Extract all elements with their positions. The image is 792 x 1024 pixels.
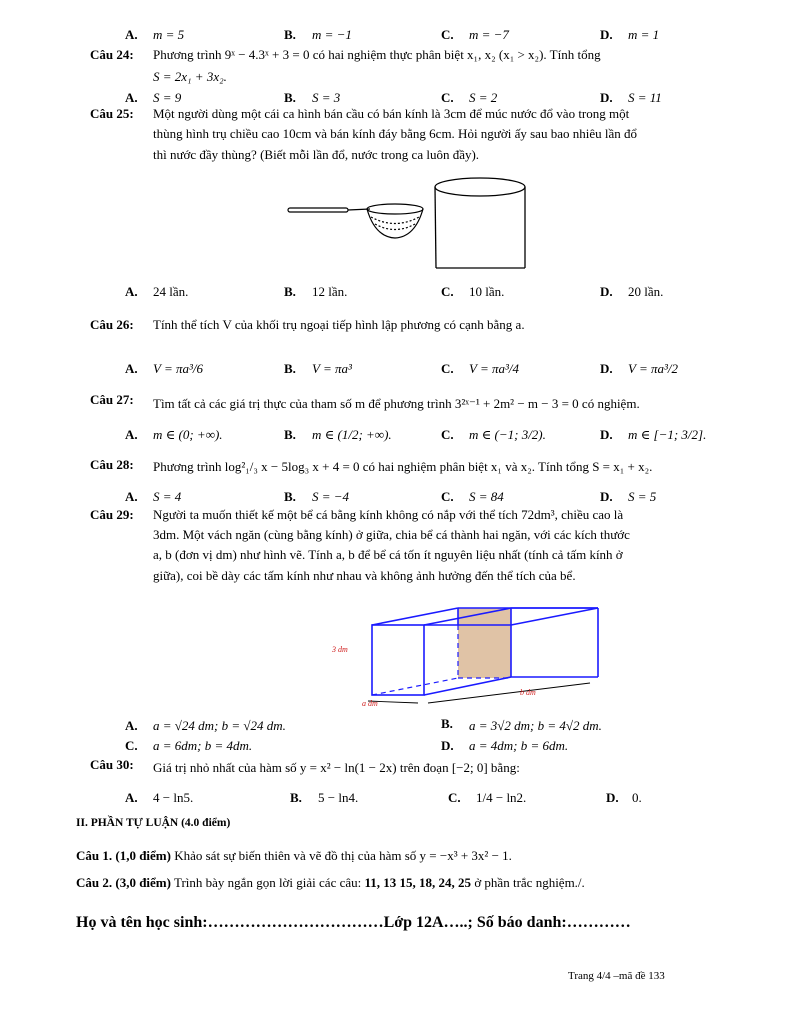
essay-question-2 <box>76 875 585 891</box>
q30-text: Giá trị nhỏ nhất của hàm số y = x² − ln(1 − 2x) trên đoạn [−2; 0] bằng: <box>153 760 520 775</box>
q28-opt-d-letter: D. <box>600 489 613 504</box>
q24-opt-d: S = 11 <box>628 90 662 105</box>
c2-text: Trình bày ngắn gọn lời giải các câu: <box>173 875 362 890</box>
q25-opt-d: 20 lần. <box>628 284 664 299</box>
q23-opt-a: m = 5 <box>153 27 185 42</box>
q25-opt-c-letter: C. <box>441 284 454 299</box>
q26-opt-b-letter: B. <box>284 361 296 376</box>
q23-opt-c-letter: C. <box>441 27 454 42</box>
q29-line1: Người ta muốn thiết kế một bể cá bằng kính không có nắp với thể tích 72dm³, chiều cao là <box>153 507 624 522</box>
page-number: Trang 4/4 –mã đề 133 <box>568 970 665 982</box>
q23-opt-d-letter: D. <box>600 27 613 42</box>
q27-opt-d-letter: D. <box>600 427 613 442</box>
q30-opt-a: 4 − ln5. <box>153 790 194 805</box>
fish-tank-figure <box>320 595 610 715</box>
q27-opt-a: m ∈ (0; +∞). <box>153 427 223 442</box>
q28-opt-b: S = −4 <box>312 489 350 504</box>
q25-opt-c: 10 lần. <box>469 284 505 299</box>
q25-line3: thì nước đầy thùng? (Biết mỗi lần đổ, nước trong ca luôn đầy). <box>153 147 480 162</box>
q26-opt-a: V = πa³/6 <box>153 361 204 376</box>
q24-opt-c-letter: C. <box>441 90 454 105</box>
part2-title: II. PHẦN TỰ LUẬN (4.0 điểm) <box>76 817 231 829</box>
q29-opt-d: a = 4dm; b = 6dm. <box>469 738 569 753</box>
ladle-icon <box>288 204 423 238</box>
q24-text2: S = 2x₁ + 3x₂. <box>153 69 227 84</box>
q25-opt-b: 12 lần. <box>312 284 348 299</box>
q30-opt-b: 5 − ln4. <box>318 790 359 805</box>
q29-line3: a, b (đơn vị dm) như hình vẽ. Tính a, b để bể cá tốn ít nguyên liệu nhất (tính cả tấm kính ở <box>153 547 623 562</box>
q27-label: Câu 27: <box>90 392 134 407</box>
height-label: 3 dm <box>332 645 348 654</box>
q23-opt-c: m = −7 <box>469 27 509 42</box>
c2-label: Câu 2. (3,0 điểm) <box>76 875 171 890</box>
q29-opt-a-letter: A. <box>125 718 138 733</box>
q24-opt-a-letter: A. <box>125 90 138 105</box>
q24-opt-a: S = 9 <box>153 90 182 105</box>
q27-opt-d: m ∈ [−1; 3/2]. <box>628 427 707 442</box>
q26-opt-c: V = πa³/4 <box>469 361 520 376</box>
q28-opt-c: S = 84 <box>469 489 504 504</box>
q23-opt-b-letter: B. <box>284 27 296 42</box>
q29-opt-c: a = 6dm; b = 4dm. <box>153 738 253 753</box>
q26-opt-b: V = πa³ <box>312 361 352 376</box>
q30-opt-d-letter: D. <box>606 790 619 805</box>
c2-tail: ở phần trắc nghiệm./. <box>474 875 585 890</box>
c1-label: Câu 1. (1,0 điểm) <box>76 848 171 863</box>
q26-label: Câu 26: <box>90 317 134 332</box>
q27-opt-c: m ∈ (−1; 3/2). <box>469 427 546 442</box>
q29-label: Câu 29: <box>90 507 134 522</box>
essay-question-1 <box>76 848 512 864</box>
q29-line2: 3dm. Một vách ngăn (cùng bằng kính) ở giữa, chia bể cá thành hai ngăn, với các kích thước <box>153 527 630 542</box>
q30-opt-b-letter: B. <box>290 790 302 805</box>
q28-label: Câu 28: <box>90 457 134 472</box>
q27-opt-a-letter: A. <box>125 427 138 442</box>
q24-opt-c: S = 2 <box>469 90 498 105</box>
q25-opt-b-letter: B. <box>284 284 296 299</box>
c2-list: 11, 13 15, 18, 24, 25 <box>364 875 472 890</box>
q28-opt-a-letter: A. <box>125 489 138 504</box>
q28-opt-b-letter: B. <box>284 489 296 504</box>
q24-opt-b-letter: B. <box>284 90 296 105</box>
q29-line4: giữa), coi bề dày các tấm kính như nhau và không ảnh hưởng đến thể tích của bể. <box>153 568 576 583</box>
q25-opt-a: 24 lần. <box>153 284 189 299</box>
q29-opt-d-letter: D. <box>441 738 454 753</box>
q30-opt-c: 1/4 − ln2. <box>476 790 527 805</box>
q25-opt-a-letter: A. <box>125 284 138 299</box>
q23-opt-b: m = −1 <box>312 27 352 42</box>
q28-text: Phương trình log²₁/₃ x − 5log₃ x + 4 = 0 có hai nghiệm phân biệt x₁ và x₂. Tính tổng S = x₁ + x₂. <box>153 459 653 474</box>
ladle-and-bucket-figure <box>285 172 555 280</box>
q24-text: Phương trình 9ˣ − 4.3ˣ + 3 = 0 có hai nghiệm thực phân biệt x₁, x₂ (x₁ > x₂). Tính tổng <box>153 47 601 62</box>
q24-label: Câu 24: <box>90 47 134 62</box>
q23-opt-a-letter: A. <box>125 27 138 42</box>
q29-opt-b-letter: B. <box>441 716 453 731</box>
q30-opt-d: 0. <box>632 790 642 805</box>
q27-opt-b-letter: B. <box>284 427 296 442</box>
q26-opt-a-letter: A. <box>125 361 138 376</box>
q26-opt-d: V = πa³/2 <box>628 361 679 376</box>
q28-opt-c-letter: C. <box>441 489 454 504</box>
q28-opt-d: S = 5 <box>628 489 657 504</box>
q28-opt-a: S = 4 <box>153 489 182 504</box>
b-label: b dm <box>520 688 536 697</box>
q30-opt-c-letter: C. <box>448 790 461 805</box>
a-label: a dm <box>362 699 378 708</box>
q25-opt-d-letter: D. <box>600 284 613 299</box>
c1-text: Khảo sát sự biến thiên và vẽ đồ thị của hàm số y = −x³ + 3x² − 1. <box>174 848 512 863</box>
q30-opt-a-letter: A. <box>125 790 138 805</box>
q25-line2: thùng hình trụ chiều cao 10cm và bán kính đáy bằng 6cm. Hỏi người ấy sau bao nhiêu lần đổ <box>153 126 637 141</box>
q27-opt-b: m ∈ (1/2; +∞). <box>312 427 392 442</box>
q24-opt-d-letter: D. <box>600 90 613 105</box>
q23-opt-d: m = 1 <box>628 27 660 42</box>
bucket-icon <box>435 178 525 268</box>
tank-divider <box>458 608 511 678</box>
q27-opt-c-letter: C. <box>441 427 454 442</box>
q30-label: Câu 30: <box>90 757 134 772</box>
student-info-line: Họ và tên học sinh:……………………………Lớp 12A…..; Số báo danh:………… <box>76 914 631 931</box>
q24-opt-b: S = 3 <box>312 90 341 105</box>
q29-opt-a: a = √24 dm; b = √24 dm. <box>153 718 286 733</box>
q29-opt-c-letter: C. <box>125 738 138 753</box>
q25-label: Câu 25: <box>90 106 134 121</box>
q26-opt-d-letter: D. <box>600 361 613 376</box>
q29-opt-b: a = 3√2 dm; b = 4√2 dm. <box>469 718 602 733</box>
q26-text: Tính thể tích V của khối trụ ngoại tiếp hình lập phương có cạnh bằng a. <box>153 317 525 332</box>
q26-opt-c-letter: C. <box>441 361 454 376</box>
q27-text: Tìm tất cả các giá trị thực của tham số m để phương trình 3²ˣ⁻¹ + 2m² − m − 3 = 0 có nghiệm. <box>153 396 640 411</box>
q25-line1: Một người dùng một cái ca hình bán cầu có bán kính là 3cm để múc nước đổ vào trong một <box>153 106 630 121</box>
